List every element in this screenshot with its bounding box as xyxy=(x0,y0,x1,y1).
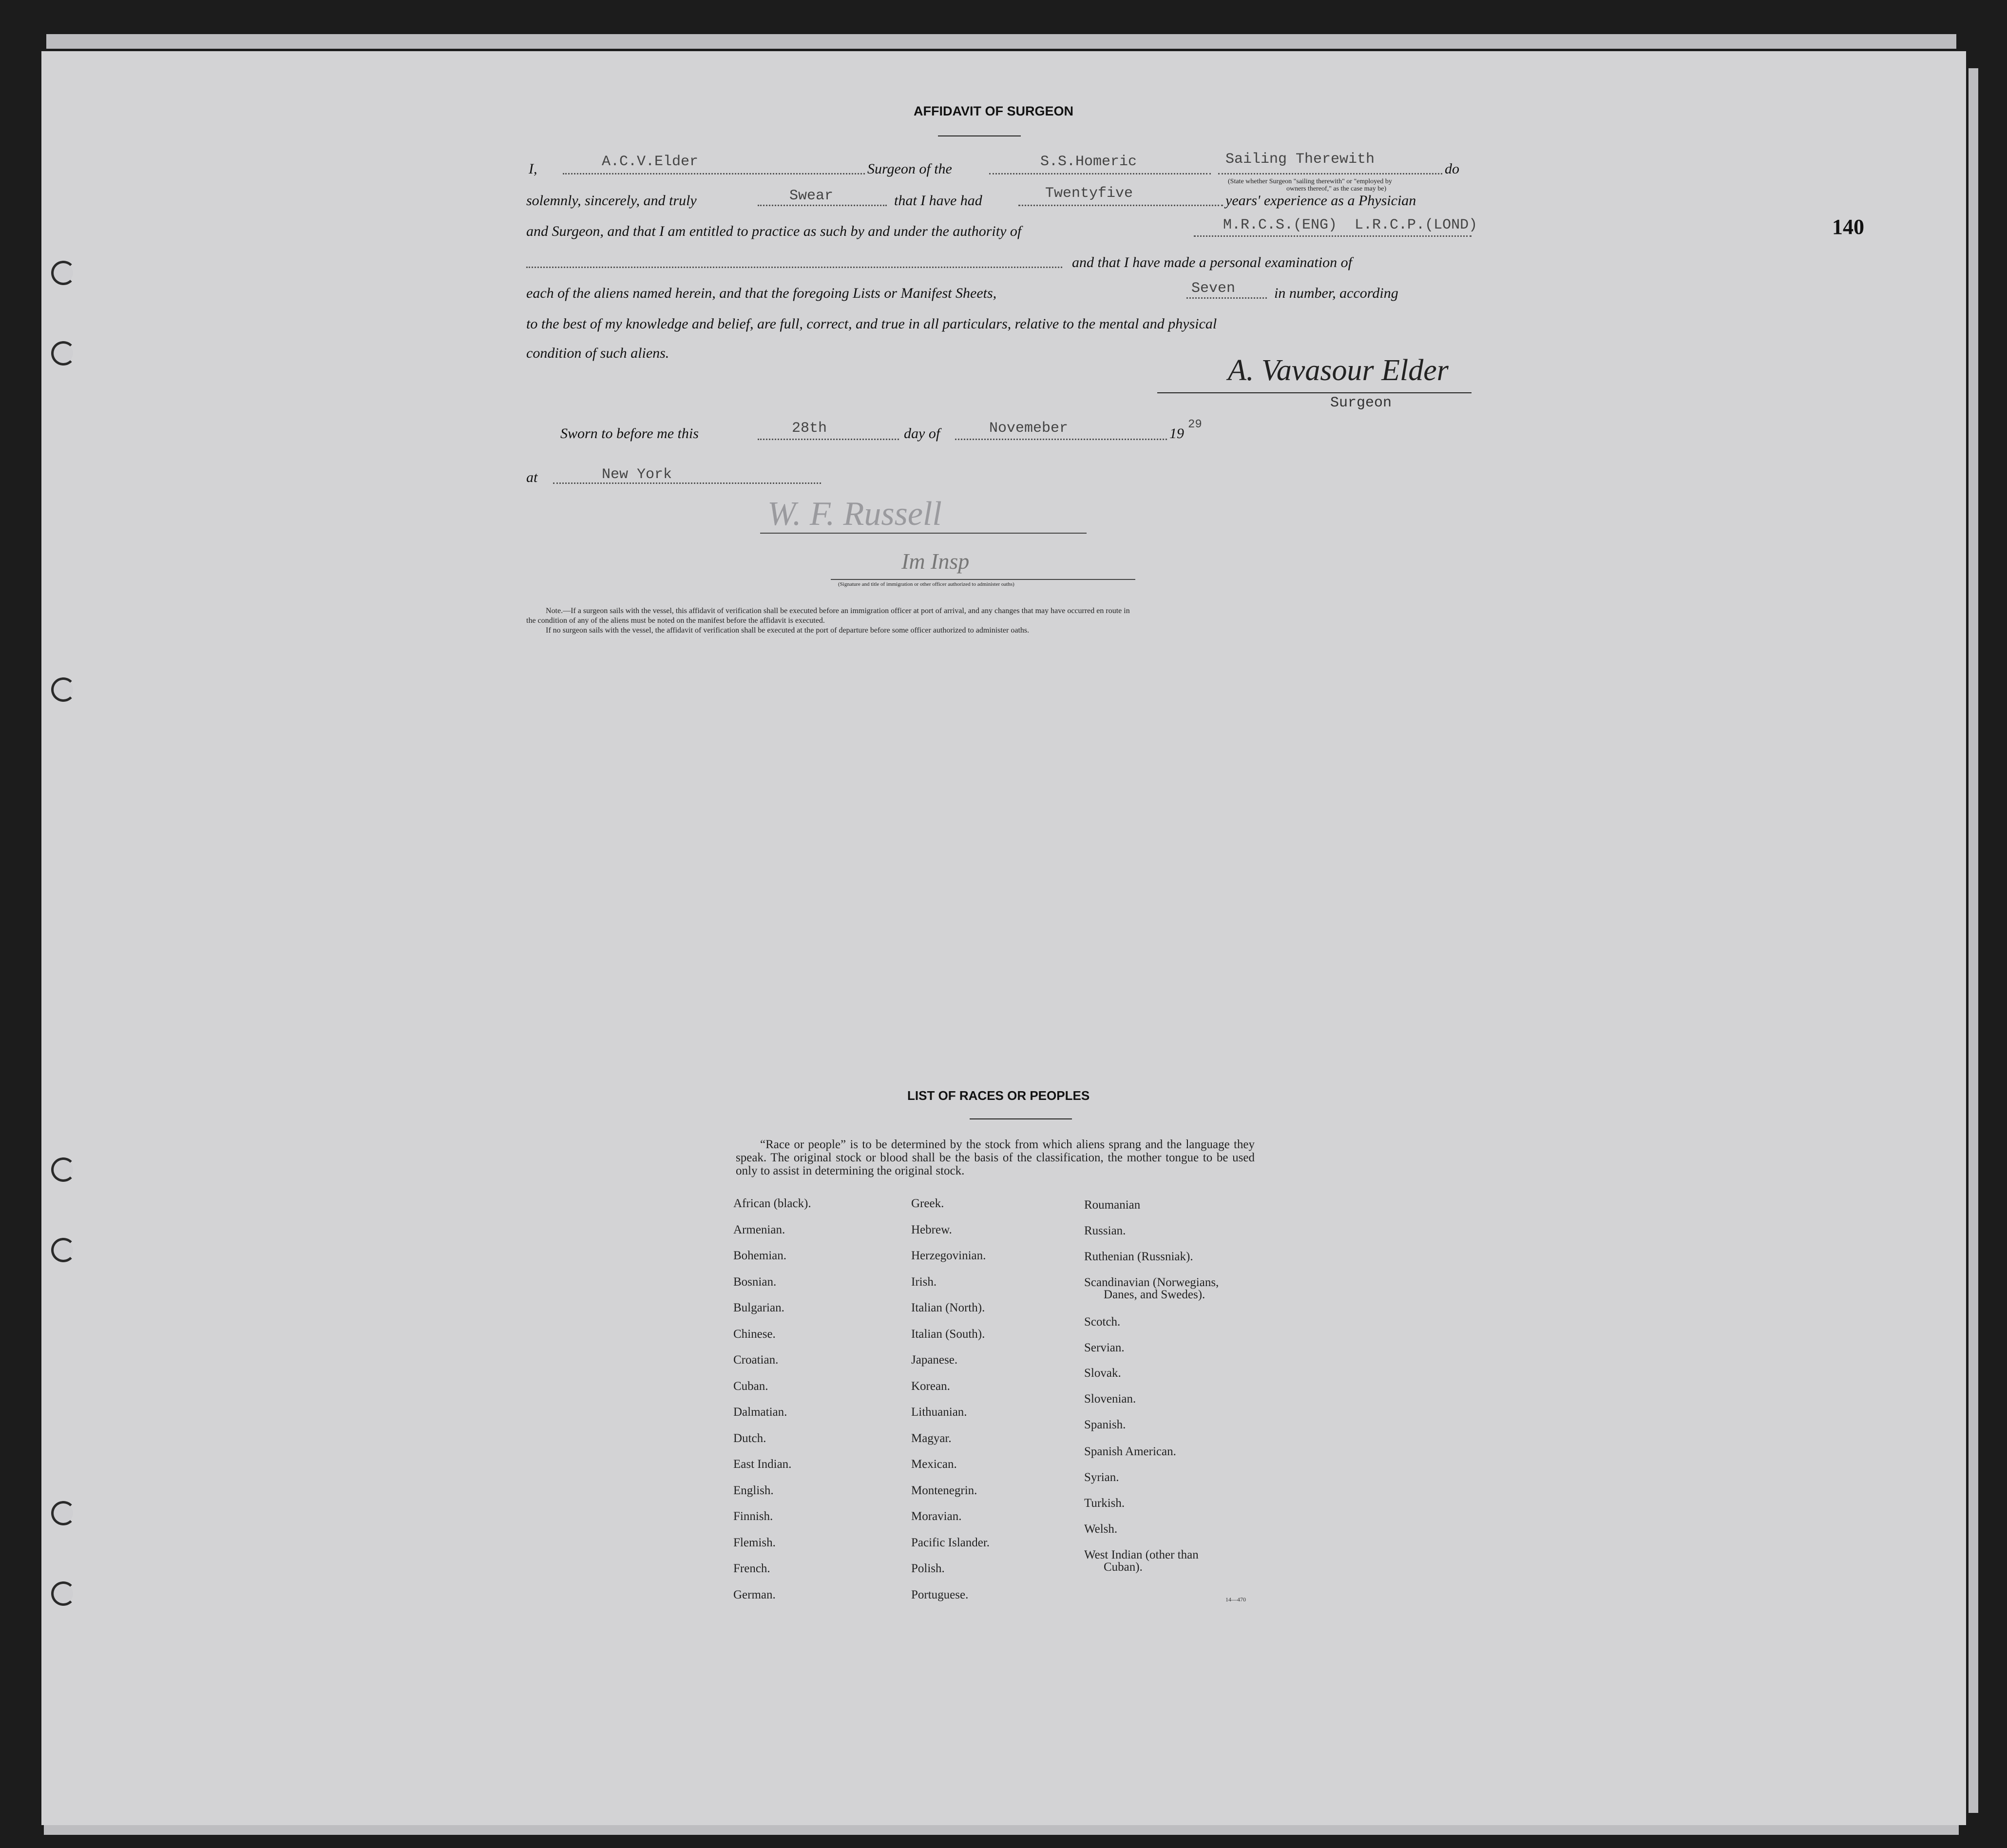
note-line: the condition of any of the aliens must be noted on the manifest before the affidavit is executed. xyxy=(526,616,825,625)
race-item: Chinese. xyxy=(733,1327,776,1341)
race-item: English. xyxy=(733,1483,774,1497)
binder-hole xyxy=(51,261,76,285)
text: to the best of my knowledge and belief, are full, correct, and true in all particulars, relative to the mental and physical xyxy=(526,316,1217,332)
officer-title-line xyxy=(831,579,1135,580)
race-item: African (black). xyxy=(733,1197,811,1210)
officer-title: Im Insp xyxy=(901,549,970,574)
text: that I have had xyxy=(894,192,982,209)
race-item: Roumanian xyxy=(1084,1198,1141,1212)
race-item: Russian. xyxy=(1084,1224,1126,1237)
text: Surgeon of the xyxy=(867,161,952,177)
races-intro: “Race or people” is to be determined by the stock from which aliens sprang and the language they speak. The original stock or blood shall be the basis of the classification, the mother tongue to be used only to assist in determining the original stock. xyxy=(736,1138,1255,1177)
race-item: Scotch. xyxy=(1084,1315,1121,1328)
text: Sworn to before me this xyxy=(560,425,699,442)
binder-hole xyxy=(51,1581,76,1606)
officer-signature-line xyxy=(760,533,1087,534)
blank-line xyxy=(1218,173,1442,174)
surgeon-label: Surgeon xyxy=(1330,395,1392,411)
race-item: Turkish. xyxy=(1084,1497,1125,1510)
race-item: Armenian. xyxy=(733,1223,785,1236)
sailing-status-value: Sailing Therewith xyxy=(1225,151,1375,168)
race-item: French. xyxy=(733,1562,770,1575)
officer-signature: W. F. Russell xyxy=(767,495,942,533)
race-item: Welsh. xyxy=(1084,1522,1118,1536)
year-prefix: 19 xyxy=(1169,425,1184,442)
note-line: Note.—If a surgeon sails with the vessel, this affidavit of verification shall be executed before an immigration officer at port of arrival, and any changes that may have occurred en route in xyxy=(546,607,1130,615)
blank-line xyxy=(758,439,899,440)
text: years' experience as a Physician xyxy=(1225,192,1416,209)
page-edge-right xyxy=(1969,68,1978,1813)
race-item: German. xyxy=(733,1588,776,1601)
race-item: Spanish. xyxy=(1084,1418,1126,1431)
text: in number, according xyxy=(1274,285,1398,301)
race-item: Croatian. xyxy=(733,1353,779,1367)
sailing-note: (State whether Surgeon "sailing therewith" or "employed by xyxy=(1228,178,1392,185)
race-item: Slovenian. xyxy=(1084,1392,1136,1405)
race-item: Slovak. xyxy=(1084,1367,1121,1380)
race-item: Korean. xyxy=(911,1379,950,1393)
officer-caption: (Signature and title of immigration or other officer authorized to administer oaths) xyxy=(838,581,1014,587)
race-item: Hebrew. xyxy=(911,1223,952,1236)
race-item: Dutch. xyxy=(733,1431,766,1445)
day-value: 28th xyxy=(792,420,827,437)
blank-line xyxy=(1194,235,1472,237)
race-item: Finnish. xyxy=(733,1510,773,1523)
page-number: 140 xyxy=(1832,215,1864,239)
races-title: LIST OF RACES OR PEOPLES xyxy=(907,1088,1090,1103)
blank-line xyxy=(989,173,1211,174)
text: at xyxy=(526,469,538,485)
race-item: Japanese. xyxy=(911,1353,958,1367)
race-item: Bosnian. xyxy=(733,1275,777,1289)
text: each of the aliens named herein, and that the foregoing Lists or Manifest Sheets, xyxy=(526,285,997,301)
surgeon-name-value: A.C.V.Elder xyxy=(602,154,699,170)
text: and that I have made a personal examination of xyxy=(1072,254,1352,270)
race-item: Italian (North). xyxy=(911,1301,985,1314)
race-item: East Indian. xyxy=(733,1458,792,1471)
race-item: Portuguese. xyxy=(911,1588,969,1601)
race-item: Mexican. xyxy=(911,1458,957,1471)
race-item: Herzegovinian. xyxy=(911,1249,986,1262)
race-item: Irish. xyxy=(911,1275,937,1289)
ship-name-value: S.S.Homeric xyxy=(1040,154,1137,170)
affidavit-title: AFFIDAVIT OF SURGEON xyxy=(914,104,1073,118)
surgeon-signature: A. Vavasour Elder xyxy=(1228,354,1449,387)
race-item: Spanish American. xyxy=(1084,1445,1176,1458)
race-item: Magyar. xyxy=(911,1431,952,1445)
race-item: West Indian (other than xyxy=(1084,1548,1199,1561)
binder-hole xyxy=(51,677,76,702)
race-item: Montenegrin. xyxy=(911,1483,977,1497)
blank-line xyxy=(563,173,865,174)
race-item: Dalmatian. xyxy=(733,1405,787,1419)
blank-line xyxy=(553,482,821,484)
year-suffix-value: 29 xyxy=(1188,418,1202,431)
race-item: Polish. xyxy=(911,1562,945,1575)
authority-value: M.R.C.S.(ENG) L.R.C.P.(LOND) xyxy=(1223,217,1478,233)
race-item: Pacific Islander. xyxy=(911,1536,990,1549)
race-item: Syrian. xyxy=(1084,1471,1119,1484)
race-item: Flemish. xyxy=(733,1536,776,1549)
race-item: Bulgarian. xyxy=(733,1301,784,1314)
binder-hole xyxy=(51,1501,76,1525)
binder-hole xyxy=(51,341,76,366)
binder-hole xyxy=(51,1238,76,1262)
races-title-underline xyxy=(970,1118,1072,1119)
title-underline xyxy=(938,135,1021,136)
race-item: Scandinavian (Norwegians, xyxy=(1084,1276,1219,1289)
place-value: New York xyxy=(602,466,672,483)
note-line: If no surgeon sails with the vessel, the affidavit of verification shall be executed at the port of departure before some officer authorized to administer oaths. xyxy=(546,626,1030,635)
race-item: Cuban). xyxy=(1104,1560,1143,1574)
blank-line xyxy=(1018,205,1223,206)
race-item: Cuban. xyxy=(733,1379,768,1393)
race-item: Ruthenian (Russniak). xyxy=(1084,1250,1193,1263)
race-item: Danes, and Swedes). xyxy=(1104,1288,1205,1301)
blank-line xyxy=(955,439,1167,440)
race-item: Lithuanian. xyxy=(911,1405,967,1419)
text: day of xyxy=(904,425,940,442)
blank-line xyxy=(526,267,1062,268)
text: condition of such aliens. xyxy=(526,345,669,361)
blank-line xyxy=(1186,297,1267,299)
signature-line xyxy=(1157,392,1472,393)
oath-value: Swear xyxy=(789,188,834,204)
race-item: Servian. xyxy=(1084,1341,1125,1354)
text: do xyxy=(1445,161,1459,177)
binder-hole xyxy=(51,1157,76,1182)
month-value: Novemeber xyxy=(989,420,1069,437)
page-edge-top xyxy=(46,34,1956,49)
text: and Surgeon, and that I am entitled to practice as such by and under the authority of xyxy=(526,223,1022,239)
race-item: Bohemian. xyxy=(733,1249,787,1262)
form-number: 14—470 xyxy=(1225,1596,1246,1603)
page-edge-bottom xyxy=(44,1825,1959,1835)
blank-line xyxy=(758,205,887,206)
race-item: Italian (South). xyxy=(911,1327,985,1341)
text: solemnly, sincerely, and truly xyxy=(526,192,697,209)
race-item: Moravian. xyxy=(911,1510,962,1523)
years-value: Twentyfive xyxy=(1045,185,1133,202)
sailing-note: owners thereof," as the case may be) xyxy=(1286,185,1387,192)
race-item: Greek. xyxy=(911,1197,944,1210)
text: I, xyxy=(529,161,537,177)
sheets-value: Seven xyxy=(1191,280,1236,297)
